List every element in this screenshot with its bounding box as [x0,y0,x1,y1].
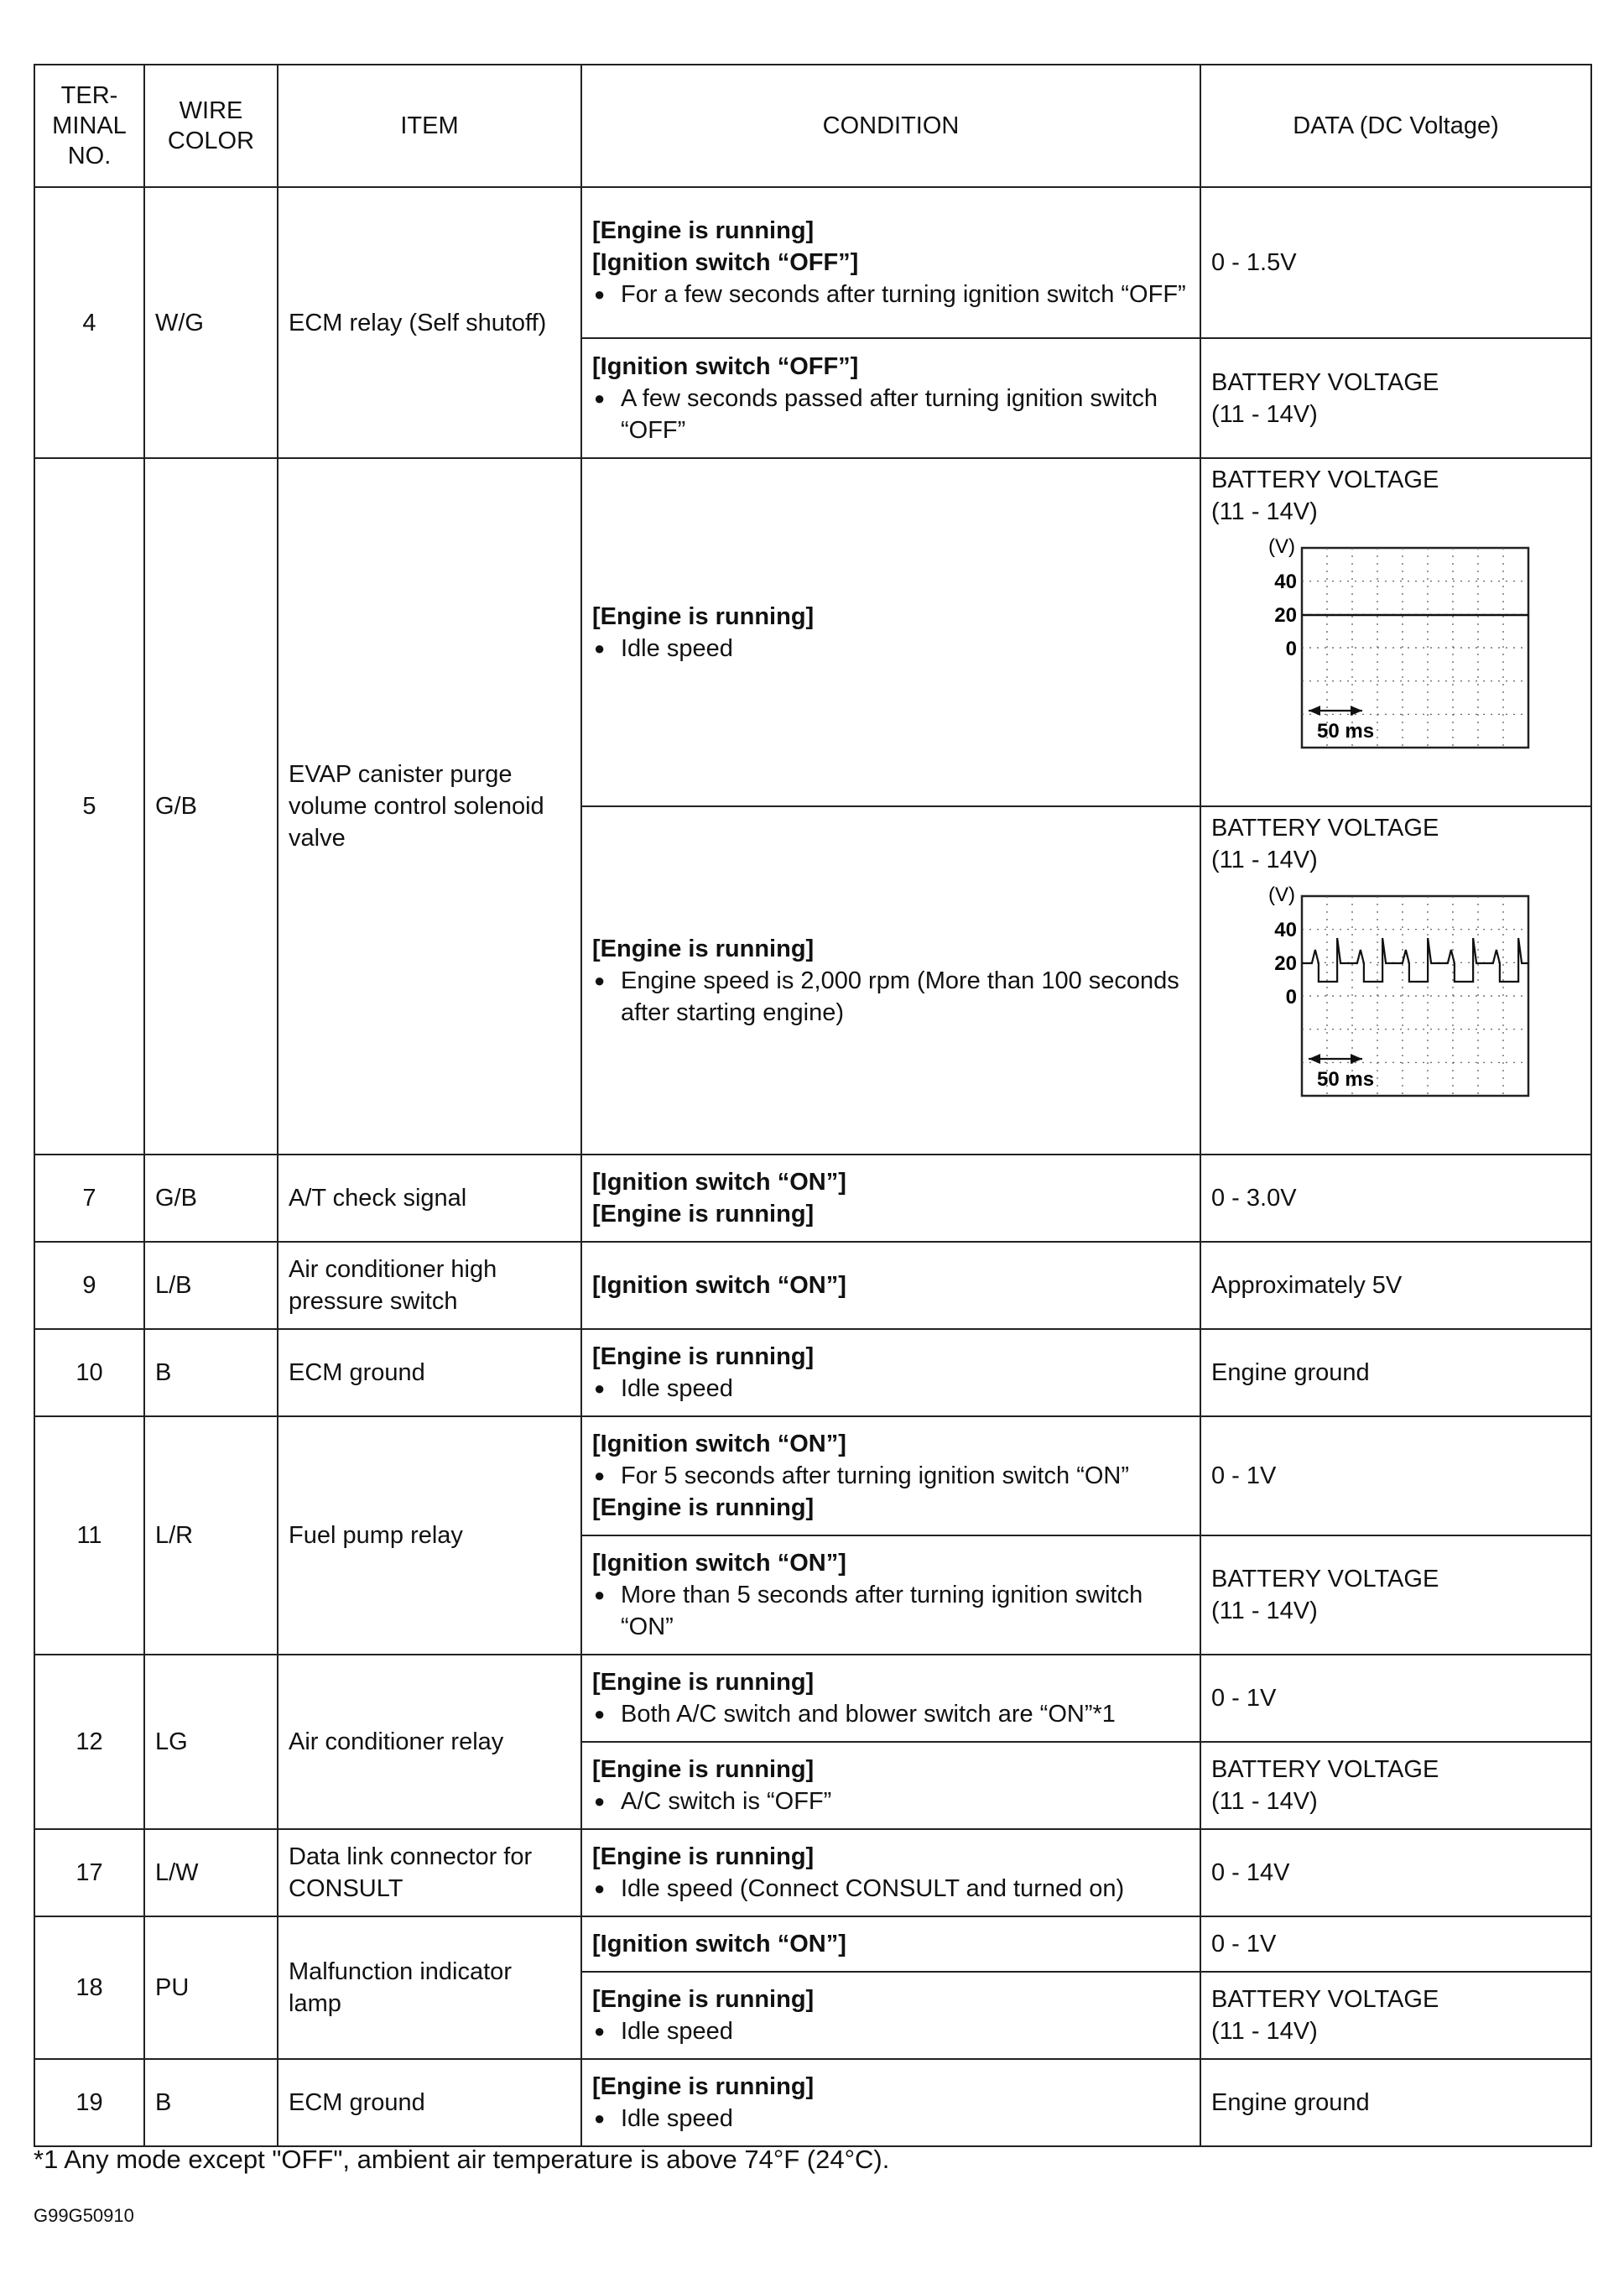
waveform-y-unit: (V) [1268,536,1295,558]
condition-cell [581,1829,1200,1916]
waveform-grid [1302,548,1528,748]
terminal-no: 11 [34,1416,144,1655]
condition-heading: [Ignition switch “OFF”] [592,352,859,380]
condition-cell [581,806,1200,1155]
item-name: ECM ground [278,2059,581,2146]
wire-color: B [144,2059,278,2146]
table-header-row [34,65,1591,187]
condition-bullet: ● Engine speed is 2,000 rpm (More than 100 seconds after starting engine) [592,965,1189,1029]
item-name: A/T check signal [278,1155,581,1242]
condition-bullet: ● Idle speed [592,1373,1189,1405]
condition-bullet: ● Idle speed [592,2015,1189,2047]
waveform-y-tick: 40 [1274,919,1297,941]
waveform-chart [1252,536,1537,754]
dc-voltage-value: 0 - 3.0V [1211,1185,1297,1212]
condition-bullet: ● A few seconds passed after turning ignition switch “OFF” [592,383,1189,446]
terminal-no: 19 [34,2059,144,2146]
dc-voltage-value: BATTERY VOLTAGE (11 - 14V) [1211,467,1439,525]
table-row [34,1329,1591,1416]
terminal-no: 10 [34,1329,144,1416]
condition-bullet: ● Idle speed [592,633,1189,665]
wire-color: G/B [144,1155,278,1242]
condition-heading: [Engine is running] [592,935,815,962]
dc-voltage-value: BATTERY VOLTAGE (11 - 14V) [1211,1566,1439,1624]
footnote: *1 Any mode except "OFF", ambient air temperature is above 74°F (24°C). [34,2145,890,2174]
condition-cell [581,1535,1200,1655]
table-row [34,1916,1591,1972]
item-name: Data link connector for CONSULT [278,1829,581,1916]
condition-heading: [Engine is running] [592,1843,815,1870]
terminal-no: 12 [34,1655,144,1829]
condition-heading: [Engine is running] [592,1343,815,1370]
condition-heading: [Ignition switch “OFF”] [592,249,859,276]
table-row [34,1242,1591,1329]
data-cell [1200,458,1591,806]
condition-bullet: ● Idle speed [592,2103,1189,2135]
table-row [34,1155,1591,1242]
waveform-y-tick: 0 [1285,638,1297,660]
condition-bullet: ● For 5 seconds after turning ignition switch “ON” [592,1460,1189,1492]
table-row [34,458,1591,806]
condition-cell [581,1972,1200,2059]
data-cell [1200,1329,1591,1416]
condition-heading: [Ignition switch “ON”] [592,1272,846,1299]
dc-voltage-value: BATTERY VOLTAGE (11 - 14V) [1211,1756,1439,1815]
condition-cell [581,1416,1200,1535]
table-row [34,1655,1591,1742]
condition-heading: [Ignition switch “ON”] [592,1169,846,1196]
waveform-y-tick: 20 [1274,952,1297,975]
table-row [34,1829,1591,1916]
condition-bullet: ● A/C switch is “OFF” [592,1785,1189,1817]
terminal-no: 18 [34,1916,144,2059]
condition-bullet: ● Idle speed (Connect CONSULT and turned on) [592,1873,1189,1905]
waveform-y-unit: (V) [1268,884,1295,906]
condition-cell [581,338,1200,458]
terminal-no: 9 [34,1242,144,1329]
data-cell [1200,1416,1591,1535]
condition-cell [581,458,1200,806]
condition-heading: [Engine is running] [592,217,815,244]
dc-voltage-value: Engine ground [1211,1359,1370,1386]
item-name: Fuel pump relay [278,1416,581,1655]
dc-voltage-value: 0 - 1V [1211,1931,1277,1957]
dc-voltage-value: 0 - 1.5V [1211,249,1297,276]
wire-color: W/G [144,187,278,458]
header-item: ITEM [278,65,581,187]
data-cell [1200,1655,1591,1742]
condition-cell [581,187,1200,338]
header-condition: CONDITION [581,65,1200,187]
terminal-no: 5 [34,458,144,1155]
condition-bullet: ● Both A/C switch and blower switch are “ON”*1 [592,1698,1189,1730]
waveform-grid [1302,896,1528,1096]
table-row [34,1416,1591,1535]
condition-cell [581,1155,1200,1242]
dc-voltage-value: 0 - 1V [1211,1462,1277,1489]
figure-id: G99G50910 [34,2205,134,2226]
data-cell [1200,187,1591,338]
condition-heading: [Engine is running] [592,1756,815,1783]
waveform-trace [1302,938,1528,982]
waveform-time-label: 50 ms [1317,720,1375,743]
dc-voltage-value: Engine ground [1211,2089,1370,2116]
condition-cell [581,1329,1200,1416]
item-name: EVAP canister purge volume control solenoid valve [278,458,581,1155]
condition-heading: [Ignition switch “ON”] [592,1931,846,1957]
data-cell [1200,1829,1591,1916]
condition-heading: [Ignition switch “ON”] [592,1431,846,1457]
condition-cell [581,1742,1200,1829]
table-body [34,187,1591,2146]
data-cell [1200,1155,1591,1242]
data-cell [1200,2059,1591,2146]
item-name: Air conditioner relay [278,1655,581,1829]
wire-color: L/W [144,1829,278,1916]
data-cell [1200,1535,1591,1655]
data-cell [1200,1972,1591,2059]
condition-heading: [Engine is running] [592,1669,815,1696]
item-name: ECM ground [278,1329,581,1416]
item-name: Air conditioner high pressure switch [278,1242,581,1329]
waveform-y-tick: 40 [1274,571,1297,593]
wire-color: B [144,1329,278,1416]
dc-voltage-value: 0 - 1V [1211,1685,1277,1712]
dc-voltage-value: Approximately 5V [1211,1272,1403,1299]
waveform-y-tick: 20 [1274,604,1297,627]
condition-cell [581,2059,1200,2146]
waveform-time-label: 50 ms [1317,1068,1375,1091]
terminal-no: 7 [34,1155,144,1242]
dc-voltage-value: 0 - 14V [1211,1859,1290,1886]
data-cell [1200,1242,1591,1329]
terminal-no: 17 [34,1829,144,1916]
header-wire-color: WIRE COLOR [144,65,278,187]
table-row [34,2059,1591,2146]
condition-heading: [Ignition switch “ON”] [592,1550,846,1577]
condition-heading: [Engine is running] [592,1494,815,1521]
data-cell [1200,338,1591,458]
dc-voltage-value: BATTERY VOLTAGE (11 - 14V) [1211,1986,1439,2045]
wire-color: PU [144,1916,278,2059]
condition-heading: [Engine is running] [592,1201,815,1228]
waveform-y-tick: 0 [1285,986,1297,1009]
header-data: DATA (DC Voltage) [1200,65,1591,187]
wire-color: LG [144,1655,278,1829]
condition-cell [581,1916,1200,1972]
condition-heading: [Engine is running] [592,1986,815,2013]
data-cell [1200,806,1591,1155]
condition-heading: [Engine is running] [592,602,815,630]
terminal-no: 4 [34,187,144,458]
condition-heading: [Engine is running] [592,2073,815,2100]
dc-voltage-value: BATTERY VOLTAGE (11 - 14V) [1211,368,1439,428]
data-cell [1200,1916,1591,1972]
wire-color: L/R [144,1416,278,1655]
condition-bullet: ● More than 5 seconds after turning ignition switch “ON” [592,1579,1189,1643]
table-row [34,187,1591,338]
item-name: Malfunction indicator lamp [278,1916,581,2059]
condition-cell [581,1242,1200,1329]
item-name: ECM relay (Self shutoff) [278,187,581,458]
header-terminal-no: TER- MINAL NO. [34,65,144,187]
wire-color: L/B [144,1242,278,1329]
wire-color: G/B [144,458,278,1155]
condition-cell [581,1655,1200,1742]
data-cell [1200,1742,1591,1829]
terminal-data-table [34,64,1592,2147]
condition-bullet: ● For a few seconds after turning ignition switch “OFF” [592,279,1189,310]
dc-voltage-value: BATTERY VOLTAGE (11 - 14V) [1211,815,1439,873]
waveform-chart [1252,884,1537,1103]
